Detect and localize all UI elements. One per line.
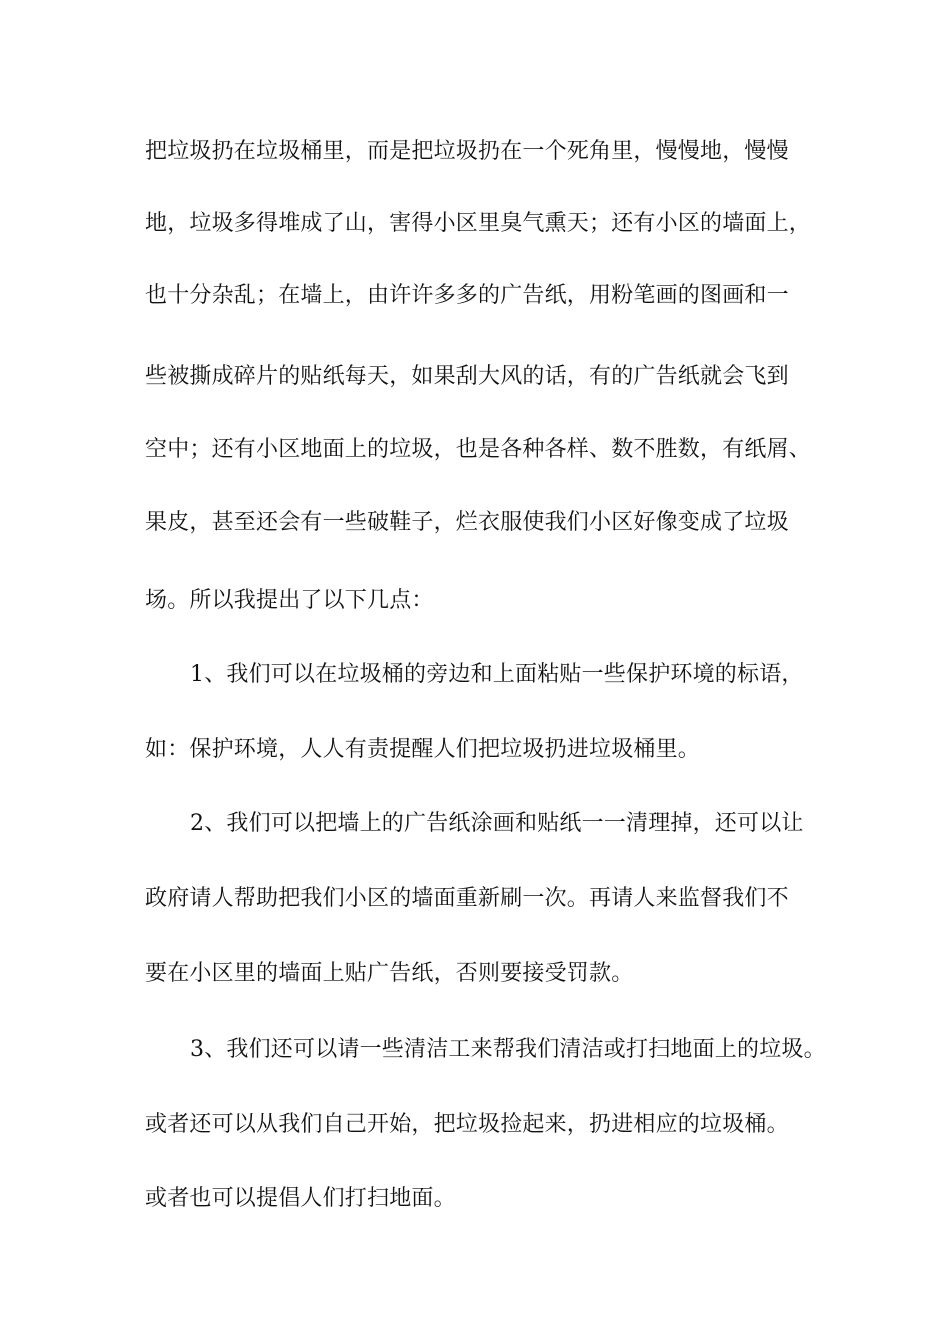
text-line: 把垃圾扔在垃圾桶里，而是把垃圾扔在一个死角里，慢慢地，慢慢: [145, 139, 789, 164]
text-line: 果皮，甚至还会有一些破鞋子，烂衣服使我们小区好像变成了垃圾: [145, 510, 789, 535]
text-line: 地，垃圾多得堆成了山，害得小区里臭气熏天；还有小区的墙面上，: [145, 211, 812, 236]
text-line: 空中；还有小区地面上的垃圾，也是各种各样、数不胜数，有纸屑、: [145, 437, 812, 462]
list-item-3-line: 3、我们还可以请一些清洁工来帮我们清洁或打扫地面上的垃圾。: [190, 1037, 826, 1062]
text-line: 或者还可以从我们自己开始，把垃圾捡起来，扔进相应的垃圾桶。: [145, 1112, 789, 1137]
text-line: 政府请人帮助把我们小区的墙面重新刷一次。再请人来监督我们不: [145, 886, 789, 911]
text-line: 要在小区里的墙面上贴广告纸，否则要接受罚款。: [145, 961, 634, 986]
text-line: 场。所以我提出了以下几点：: [145, 588, 434, 613]
list-item-2-line: 2、我们可以把墙上的广告纸涂画和贴纸一一清理掉，还可以让: [190, 811, 804, 836]
text-line: 或者也可以提倡人们打扫地面。: [145, 1186, 456, 1211]
text-line: 也十分杂乱；在墙上，由许许多多的广告纸，用粉笔画的图画和一: [145, 283, 789, 308]
text-line: 些被撕成碎片的贴纸每天，如果刮大风的话，有的广告纸就会飞到: [145, 364, 789, 389]
list-item-1-line: 1、我们可以在垃圾桶的旁边和上面粘贴一些保护环境的标语，: [190, 662, 804, 687]
text-line: 如：保护环境，人人有责提醒人们把垃圾扔进垃圾桶里。: [145, 737, 701, 762]
